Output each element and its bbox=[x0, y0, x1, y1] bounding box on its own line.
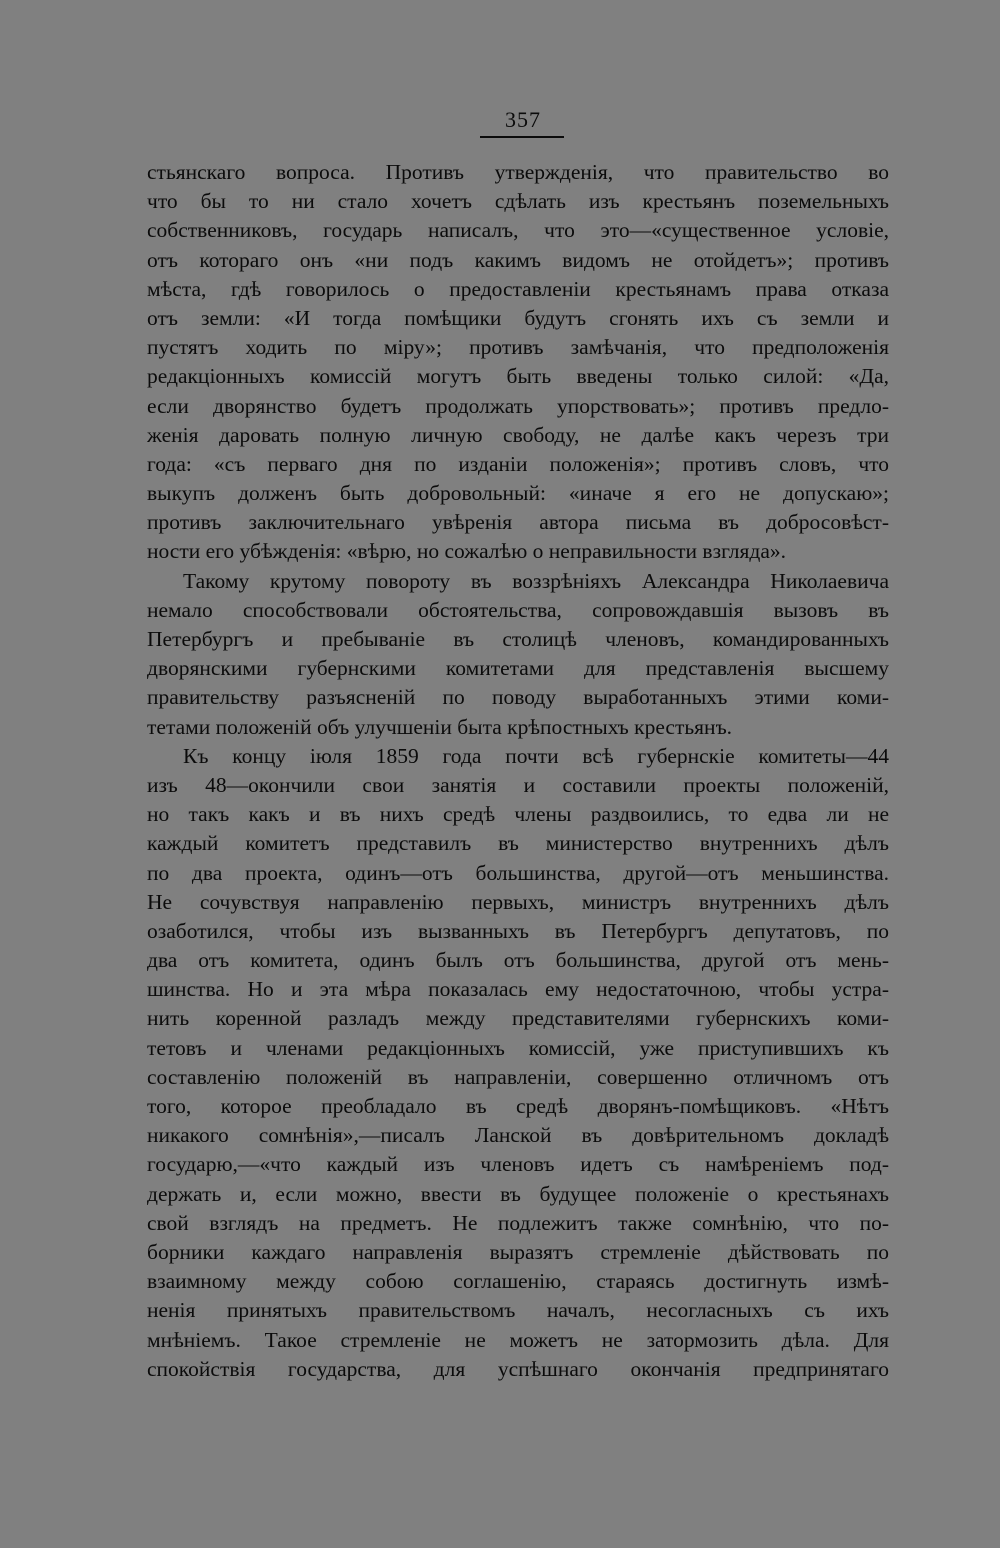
text-line: редакціонныхъ комиссій могутъ быть введены только силой: «Да, bbox=[147, 364, 889, 389]
text-line: Такому крутому повороту въ воззрѣніяхъ Александра Николаевича bbox=[183, 568, 889, 593]
text-line: борники каждаго направленія выразятъ стремленіе дѣйствовать по bbox=[147, 1239, 889, 1264]
text-line: собственниковъ, государь написалъ, что это—«существенное условіе, bbox=[147, 218, 889, 243]
text-line: но такъ какъ и въ нихъ средѣ члены раздвоились, то едва ли не bbox=[147, 802, 889, 827]
text-line: два отъ комитета, одинъ былъ отъ большинства, другой отъ мень- bbox=[147, 948, 889, 973]
text-line: каждый комитетъ представилъ въ министерство внутреннихъ дѣлъ bbox=[147, 831, 889, 856]
text-line: пустятъ ходить по міру»; противъ замѣчанія, что предположенія bbox=[147, 335, 889, 360]
text-line: немало способствовали обстоятельства, сопровождавшія вызовъ въ bbox=[147, 597, 889, 622]
text-line: свой взглядъ на предметъ. Не подлежитъ также сомнѣнію, что по- bbox=[147, 1210, 889, 1235]
text-line: составленію положеній въ направленіи, совершенно отличномъ отъ bbox=[147, 1064, 889, 1089]
text-line: Къ концу іюля 1859 года почти всѣ губернскіе комитеты—44 bbox=[183, 743, 889, 768]
text-line: если дворянство будетъ продолжать упорствовать»; противъ предло- bbox=[147, 393, 889, 418]
text-line: противъ заключительнаго увѣренія автора письма въ добросовѣст- bbox=[147, 510, 889, 535]
text-line: никакого сомнѣнія»,—писалъ Ланской въ довѣрительномъ докладѣ bbox=[147, 1123, 889, 1148]
text-line: ности его убѣжденія: «вѣрю, но сожалѣю о неправильности взгляда». bbox=[147, 539, 787, 564]
text-line: женія даровать полную личную свободу, не далѣе какъ черезъ три bbox=[147, 422, 889, 447]
text-line: дворянскими губернскими комитетами для представленія высшему bbox=[147, 656, 889, 681]
text-line: Петербургъ и пребываніе въ столицѣ членовъ, командированныхъ bbox=[147, 627, 889, 651]
text-line: спокойствія государства, для успѣшнаго окончанія предпринятаго bbox=[147, 1356, 889, 1381]
text-line: взаимному между собою соглашенію, стараясь достигнуть измѣ- bbox=[147, 1269, 889, 1294]
text-line: отъ котораго онъ «ни подъ какимъ видомъ не отойдетъ»; противъ bbox=[147, 247, 889, 272]
text-body bbox=[147, 158, 889, 1384]
paragraph-2 bbox=[147, 567, 889, 742]
text-line: отъ земли: «И тогда помѣщики будутъ сгонять ихъ съ земли и bbox=[147, 305, 889, 330]
paragraph-1 bbox=[147, 158, 889, 567]
text-line: того, которое преобладало въ средѣ дворянъ-помѣщиковъ. «Нѣтъ bbox=[147, 1094, 889, 1118]
page-number: 357 bbox=[505, 107, 541, 132]
text-line: шинства. Но и эта мѣра показалась ему недостаточною, чтобы устра- bbox=[147, 977, 889, 1002]
paragraph-3 bbox=[147, 742, 889, 1384]
text-line: держать и, если можно, ввести въ будущее положеніе о крестьянахъ bbox=[147, 1181, 889, 1206]
text-line: Не сочувствуя направленію первыхъ, министръ внутреннихъ дѣлъ bbox=[147, 889, 889, 914]
text-line: что бы то ни стало хочетъ сдѣлать изъ крестьянъ поземельныхъ bbox=[147, 189, 889, 214]
text-line: ненія принятыхъ правительствомъ началъ, несогласныхъ съ ихъ bbox=[147, 1298, 889, 1323]
text-line: изъ 48—окончили свои занятія и составили проекты положеній, bbox=[147, 772, 889, 797]
text-line: выкупъ долженъ быть добровольный: «иначе я его не допускаю»; bbox=[147, 481, 889, 506]
text-line: мѣста, гдѣ говорилось о предоставленіи крестьянамъ права отказа bbox=[147, 276, 889, 301]
page-number-rule bbox=[480, 136, 564, 138]
text-line: по два проекта, одинъ—отъ большинства, другой—отъ меньшинства. bbox=[147, 860, 889, 885]
text-line: мнѣніемъ. Такое стремленіе не можетъ не затормозить дѣла. Для bbox=[147, 1327, 889, 1352]
text-line: тетовъ и членами редакціонныхъ комиссій, уже приступившихъ къ bbox=[147, 1035, 889, 1060]
text-line: стьянскаго вопроса. Противъ утвержденія, что правительство во bbox=[147, 160, 889, 184]
text-line: тетами положеній объ улучшеніи быта крѣпостныхъ крестьянъ. bbox=[147, 714, 733, 739]
text-line: озаботился, чтобы изъ вызванныхъ въ Петербургъ депутатовъ, по bbox=[147, 918, 889, 943]
text-line: нить коренной разладъ между представителями губернскихъ коми- bbox=[147, 1006, 889, 1031]
text-line: государю,—«что каждый изъ членовъ идетъ съ намѣреніемъ под- bbox=[147, 1152, 889, 1177]
text-line: правительству разъясненій по поводу выработанныхъ этими коми- bbox=[147, 685, 889, 710]
text-line: года: «съ перваго дня по изданіи положенія»; противъ словъ, что bbox=[147, 451, 889, 476]
